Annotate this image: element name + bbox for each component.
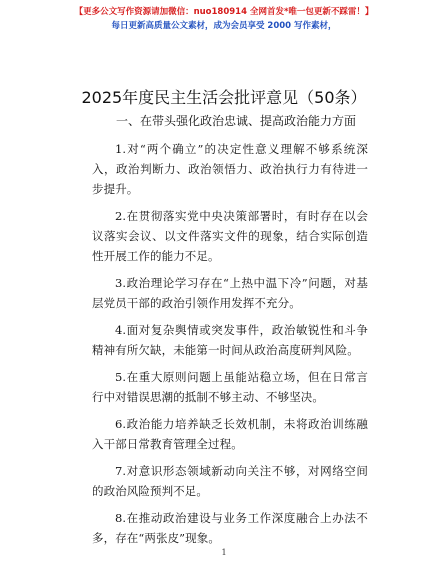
list-item: 7.对意识形态领域新动向关注不够，对网络空间的政治风险预判不足。 <box>92 464 368 498</box>
list-item: 8.在推动政治建设与业务工作深度融合上办法不多，存在“两张皮”现象。 <box>92 511 368 545</box>
list-item: 2.在贯彻落实党中央决策部署时，有时存在以会议落实会议、以文件落实文件的现象，结合实际创造性开展工作的能力不足。 <box>92 209 368 263</box>
promo-banner-line-1: 【更多公文写作资源请加微信：nuo180914 全网首发*唯一包更新不踩雷！】 <box>74 7 374 17</box>
list-item: 3.政治理论学习存在“上热中温下冷”问题，对基层党员干部的政治引领作用发挥不充分。 <box>92 276 368 310</box>
promo-banner-line-2: 每日更新高质量公文素材，成为会员享受 2000 写作素材， <box>111 21 337 31</box>
list-item: 4.面对复杂舆情或突发事件，政治敏锐性和斗争精神有所欠缺，未能第一时间从政治高度研判风险。 <box>92 323 368 357</box>
list-item: 5.在重大原则问题上虽能站稳立场，但在日常言行中对错误思潮的抵制不够主动、不够坚决。 <box>92 370 368 404</box>
item-list <box>92 139 368 555</box>
list-item: 1.对“两个确立”的决定性意义理解不够系统深入，政治判断力、政治领悟力、政治执行力有待进一步提升。 <box>92 142 368 196</box>
document-title: 2025年度民主生活会批评意见（50条） <box>81 88 367 107</box>
list-item: 6.政治能力培养缺乏长效机制，未将政治训练融入干部日常教育管理全过程。 <box>92 417 368 451</box>
page-number: 1 <box>221 548 227 557</box>
section-heading: 一、在带头强化政治忠诚、提高政治能力方面 <box>116 114 357 128</box>
